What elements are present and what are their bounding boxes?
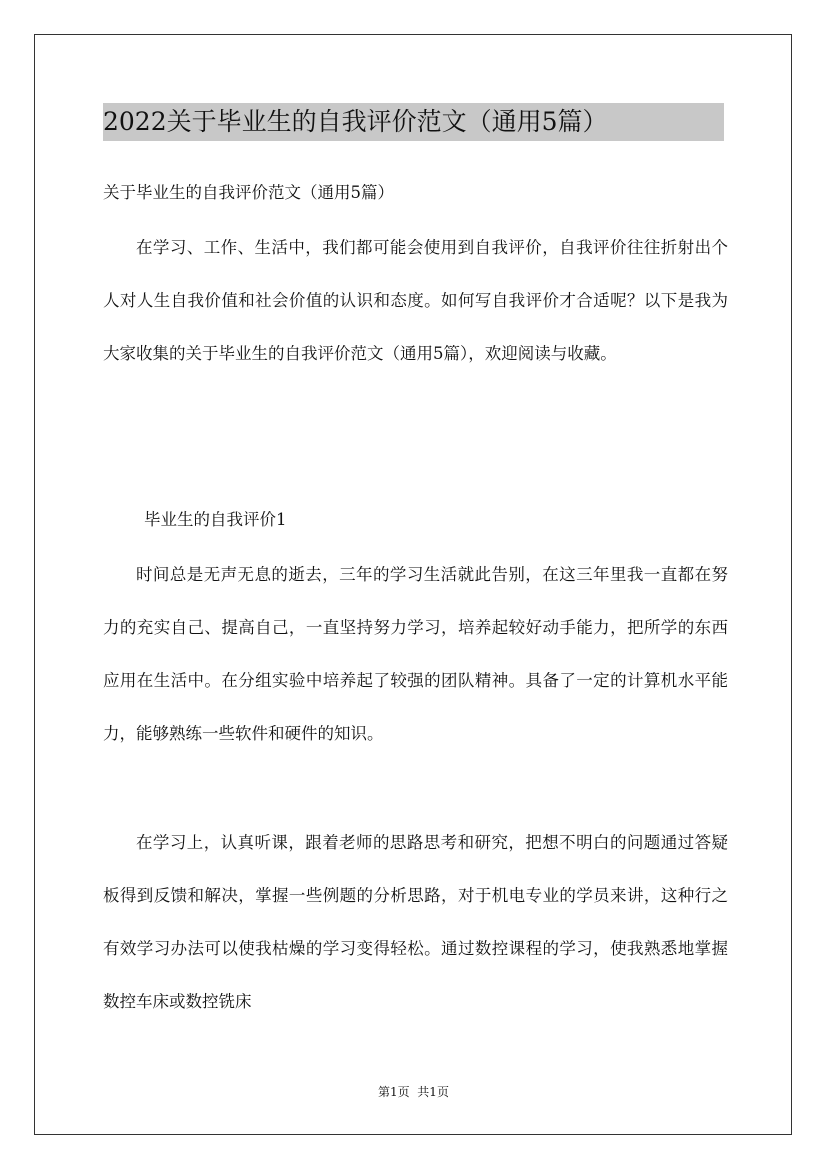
body-paragraph-1: 时间总是无声无息的逝去，三年的学习生活就此告别，在这三年里我一直都在努力的充实自己、提高自己，一直坚持努力学习，培养起较好动手能力，把所学的东西应用在生活中。在分组实验中培养起了较强的团队精神。具备了一定的计算机水平能力，能够熟练一些软件和硬件的知识。 [103, 565, 728, 743]
page-number-footer: 第1页 共1页 [378, 1085, 449, 1099]
document-title: 2022关于毕业生的自我评价范文（通用5篇） [103, 103, 724, 141]
section-heading: 毕业生的自我评价1 [144, 510, 287, 529]
body-paragraph-2: 在学习上，认真听课，跟着老师的思路思考和研究，把想不明白的问题通过答疑板得到反馈和解决，掌握一些例题的分析思路，对于机电专业的学员来讲，这种行之有效学习办法可以使我枯燥的学习变得轻松。通过数控课程的学习，使我熟悉地掌握数控车床或数控铣床 [103, 833, 728, 1011]
document-subtitle: 关于毕业生的自我评价范文（通用5篇） [103, 183, 394, 202]
intro-paragraph: 在学习、工作、生活中，我们都可能会使用到自我评价，自我评价往往折射出个人对人生自我价值和社会价值的认识和态度。如何写自我评价才合适呢？以下是我为大家收集的关于毕业生的自我评价范文（通用5篇），欢迎阅读与收藏。 [103, 238, 728, 363]
